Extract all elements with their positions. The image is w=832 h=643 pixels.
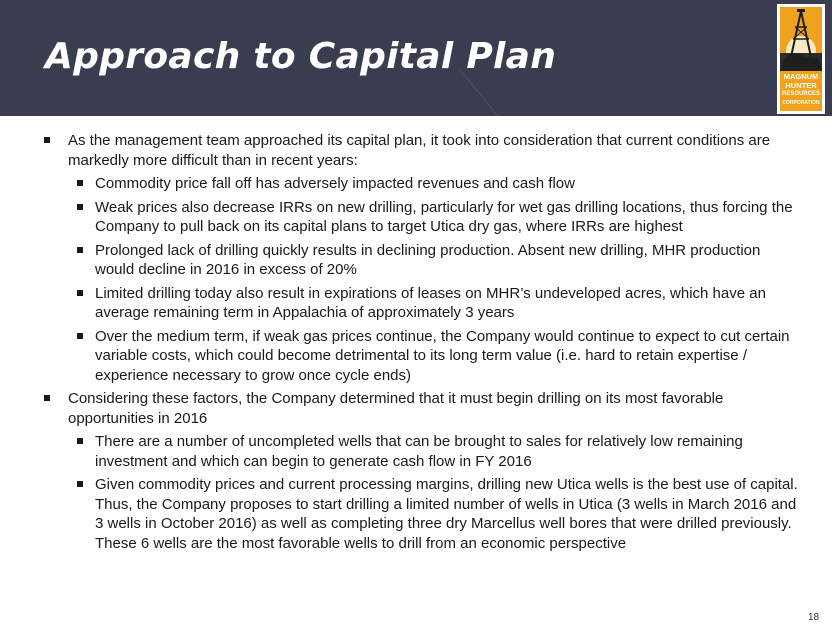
- bullet-level2: [38, 174, 798, 194]
- bullet-square-icon: [44, 137, 50, 143]
- bullet-square-icon: [44, 395, 50, 401]
- bullet-level2: [38, 284, 798, 323]
- slide-body: [38, 131, 798, 557]
- bullet-square-icon: [77, 438, 83, 444]
- bullet-square-icon: [77, 290, 83, 296]
- bullet-square-icon: [77, 333, 83, 339]
- bullet-text: Prolonged lack of drilling quickly results in declining production. Absent new drilling, MHR production would decline in 2016 in excess of 20%: [95, 241, 761, 278]
- bullet-square-icon: [77, 180, 83, 186]
- logo-wordmark: MAGNUM HUNTER RESOURCES CORPORATION: [781, 72, 820, 106]
- bullet-text: Weak prices also decrease IRRs on new drilling, particularly for wet gas drilling locations, thus forcing the Company to pull back on its capital plans to target Utica dry gas, where IRRs are highest: [95, 198, 793, 235]
- bullet-level2: [38, 327, 798, 386]
- bullet-level2: [38, 198, 798, 237]
- bullet-level2: [38, 241, 798, 280]
- page-title: Approach to Capital Plan: [45, 36, 557, 77]
- bullet-square-icon: [77, 481, 83, 487]
- bullet-level1: [38, 389, 798, 428]
- oil-derrick-icon: [780, 7, 822, 71]
- bullet-text: As the management team approached its capital plan, it took into consideration that current conditions are markedly more difficult than in recent years:: [68, 132, 771, 169]
- bullet-text: Over the medium term, if weak gas prices continue, the Company would continue to expect to cut certain variable costs, which could become detrimental to its long term value (i.e. hard to retain expertise / experience necessary to grow once cycle ends): [95, 327, 790, 384]
- bullet-square-icon: [77, 247, 83, 253]
- bullet-text: Commodity price fall off has adversely impacted revenues and cash flow: [95, 175, 575, 192]
- bullet-square-icon: [77, 204, 83, 210]
- bullet-text: Considering these factors, the Company determined that it must begin drilling on its most favorable opportunities in 2016: [68, 390, 724, 427]
- bullet-level2: [38, 432, 798, 471]
- bullet-text: Limited drilling today also result in expirations of leases on MHR’s undeveloped acres, which have an average remaining term in Appalachia of approximately 3 years: [95, 284, 766, 321]
- bullet-text: Given commodity prices and current processing margins, drilling new Utica wells is the best use of capital. Thus, the Company proposes to start drilling a limited number of wells in Utica (3 wells in March 2016 and 3 wells in October 2016) as well as completing three dry Marcellus well bores that were drilled previously. These 6 wells are the most favorable wells to drill from an economic perspective: [95, 476, 798, 552]
- bullet-text: There are a number of uncompleted wells that can be brought to sales for relatively low remaining investment and which can begin to generate cash flow in FY 2016: [95, 433, 743, 470]
- bullet-level1: [38, 131, 798, 170]
- page-number: 18: [808, 612, 820, 623]
- company-logo: [777, 4, 825, 114]
- bullet-level2: [38, 475, 798, 553]
